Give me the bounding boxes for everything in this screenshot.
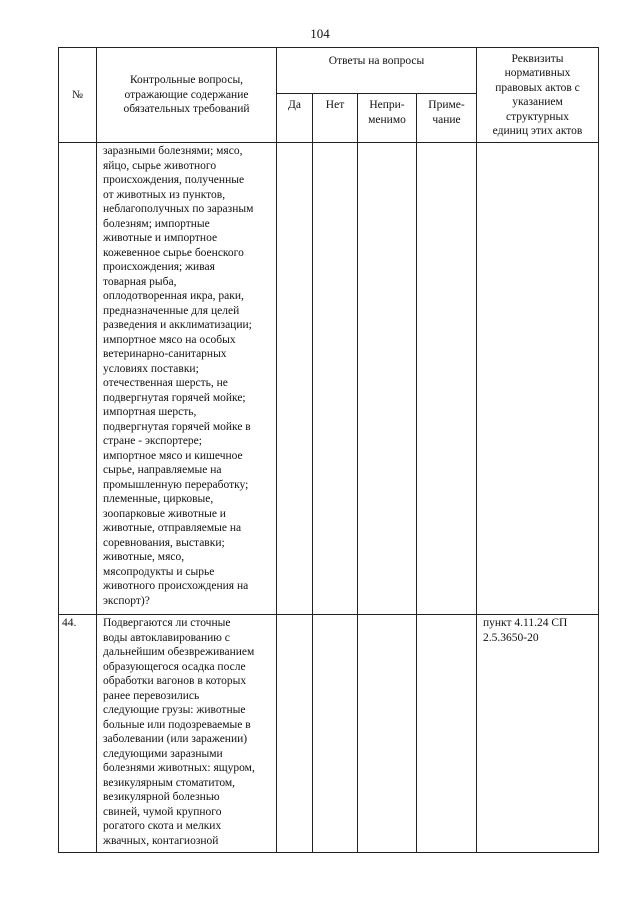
question-line: образующегося осадка после xyxy=(103,660,246,673)
question-line: яйцо, сырье животного xyxy=(103,159,217,172)
question-line: жвачных, контагиозной xyxy=(103,834,219,847)
question-line: кожевенное сырье боенского xyxy=(103,246,244,259)
page-number: 104 xyxy=(310,26,330,41)
question-line: происхождения; живая xyxy=(103,261,215,273)
question-line: животные и импортное xyxy=(103,232,218,244)
question-line: соревнования, выставки; xyxy=(103,536,225,549)
header-requisites xyxy=(477,48,599,143)
header-requisites-line: Реквизиты xyxy=(511,52,564,65)
header-no: Нет xyxy=(313,94,358,143)
question-line: промышленную переработку; xyxy=(103,478,249,491)
header-questions-line: отражающие содержание xyxy=(124,88,249,101)
question-line: зоопарковые животные и xyxy=(103,507,226,520)
requisites-cell xyxy=(477,143,599,615)
question-line: оплодотворенная икра, раки, xyxy=(103,290,244,302)
requisite-line: пункт 4.11.24 СП xyxy=(483,617,568,629)
answer-yes-cell xyxy=(277,615,313,853)
row-number xyxy=(59,143,97,615)
question-line: импортное мясо и кишечное xyxy=(103,449,243,462)
question-line: племенные, цирковые, xyxy=(103,493,214,505)
answer-not-applicable-cell xyxy=(358,143,417,615)
table-row xyxy=(59,615,599,853)
header-requisites-line: указанием xyxy=(512,96,563,108)
question-line: стране - экспортере; xyxy=(103,435,202,447)
header-note-line: Приме- xyxy=(428,99,465,111)
question-line: везикулярным стоматитом, xyxy=(103,776,236,789)
answer-no-cell xyxy=(313,615,358,853)
requisites-cell xyxy=(477,615,599,853)
question-line: рогатого скота и мелких xyxy=(103,820,222,832)
header-not-applicable xyxy=(358,94,417,143)
header-questions-line: Контрольные вопросы, xyxy=(129,74,244,87)
question-line: предназначенные для целей xyxy=(103,304,240,317)
question-line: подвергнутая горячей мойке; xyxy=(103,391,246,404)
question-line: обработки вагонов в которых xyxy=(103,675,247,687)
question-line: товарная рыба, xyxy=(103,275,177,288)
question-line: Подвергаются ли сточные xyxy=(103,617,231,629)
header-row-1 xyxy=(59,48,599,94)
question-line: происхождения, полученные xyxy=(103,174,245,186)
header-not-applicable-line: Непри- xyxy=(369,99,405,111)
question-line: от животных из пунктов, xyxy=(103,188,226,201)
question-line: сырье, направляемые на xyxy=(103,464,222,476)
answer-no-cell xyxy=(313,143,358,615)
checklist-table xyxy=(58,47,599,853)
question-line: мясопродукты и сырье xyxy=(103,565,215,578)
row-number: 44. xyxy=(59,615,97,853)
question-line: разведения и акклиматизации; xyxy=(103,319,252,331)
header-num: № xyxy=(59,48,97,143)
table-row xyxy=(59,143,599,615)
question-line: импортная шерсть, xyxy=(103,406,197,418)
question-line: животные, отправляемые на xyxy=(103,522,242,534)
question-line: условиях поставки; xyxy=(103,362,199,375)
question-line: животные, мясо, xyxy=(103,551,185,563)
question-line: ранее перевозились xyxy=(103,689,200,702)
question-line: больные или подозреваемые в xyxy=(103,718,251,731)
header-requisites-line: правовых актов с xyxy=(495,81,580,94)
requisite-line: 2.5.3650-20 xyxy=(483,631,539,644)
header-requisites-line: структурных xyxy=(505,110,570,123)
question-line: экспорт)? xyxy=(103,594,150,607)
question-line: воды автоклавированию с xyxy=(103,631,230,644)
answer-note-cell xyxy=(417,615,477,853)
question-line: болезням; импортные xyxy=(103,217,210,230)
question-line: подвергнутая горячей мойке в xyxy=(103,420,251,433)
header-note xyxy=(417,94,477,143)
question-line: дальнейшим обезвреживанием xyxy=(103,646,255,658)
question-line: импортное мясо на особых xyxy=(103,333,236,346)
question-line: везикулярной болезнью xyxy=(103,791,220,803)
question-line: ветеринарно-санитарных xyxy=(103,348,227,360)
header-note-line: чание xyxy=(432,113,461,126)
header-answers: Ответы на вопросы xyxy=(277,48,477,94)
header-requisites-line: единиц этих актов xyxy=(492,125,583,137)
question-line: следующие грузы: животные xyxy=(103,704,246,716)
header-questions-line: обязательных требований xyxy=(123,103,250,116)
question-line: отечественная шерсть, не xyxy=(103,377,228,389)
row-question xyxy=(97,143,277,615)
question-line: заразными болезнями; мясо, xyxy=(103,145,243,157)
question-line: заболевании (или заражении) xyxy=(103,733,248,745)
header-not-applicable-line: менимо xyxy=(368,113,406,126)
header-questions xyxy=(97,48,277,143)
answer-note-cell xyxy=(417,143,477,615)
answer-not-applicable-cell xyxy=(358,615,417,853)
row-question xyxy=(97,615,277,853)
answer-yes-cell xyxy=(277,143,313,615)
question-line: свиней, чумой крупного xyxy=(103,805,222,818)
question-line: животного происхождения на xyxy=(103,580,249,592)
header-requisites-line: нормативных xyxy=(504,67,571,79)
question-line: болезнями животных: ящуром, xyxy=(103,762,255,774)
question-line: следующими заразными xyxy=(103,747,223,760)
header-yes: Да xyxy=(277,94,313,143)
question-line: неблагополучных по заразным xyxy=(103,203,254,215)
